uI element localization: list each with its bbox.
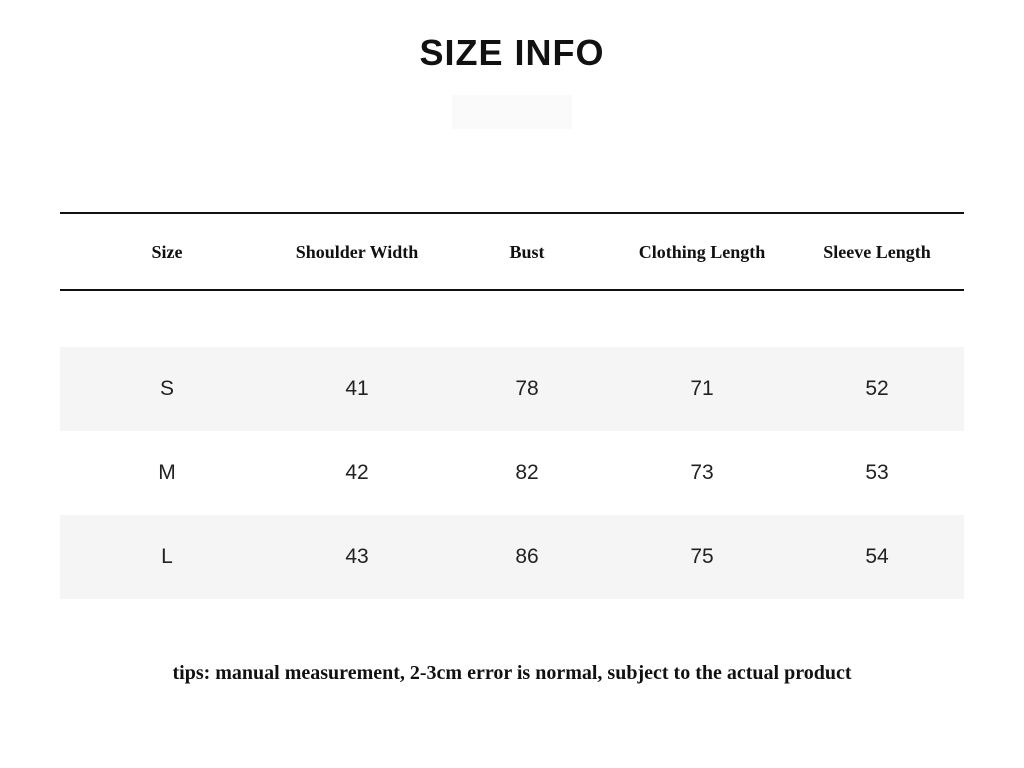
column-header-shoulder-width: Shoulder Width: [295, 242, 419, 262]
size-table: [60, 212, 964, 599]
cell-bust: 82: [515, 461, 539, 484]
column-header-size: Size: [151, 242, 183, 262]
cell-shoulder-width: 42: [345, 461, 369, 484]
column-header-clothing-length: Clothing Length: [638, 242, 766, 262]
size-table-body: [60, 290, 964, 599]
table-header-row: [60, 213, 964, 290]
cell-size: L: [60, 515, 274, 599]
cell-clothing-length: 75: [614, 515, 790, 599]
cell-shoulder-width: 43: [274, 515, 440, 599]
size-table-head: [60, 213, 964, 290]
table-row: [60, 347, 964, 431]
cell-bust: 86: [440, 515, 614, 599]
cell-clothing-length: 71: [614, 347, 790, 431]
measurement-tips: tips: manual measurement, 2-3cm error is normal, subject to the actual product: [172, 662, 852, 684]
cell-size: S: [60, 347, 274, 431]
column-header-sleeve-length: Sleeve Length: [823, 242, 931, 262]
page-title: SIZE INFO: [419, 32, 605, 73]
table-row: [60, 431, 964, 515]
table-row: [60, 515, 964, 599]
cell-clothing-length: 73: [690, 461, 714, 484]
cell-size: M: [158, 461, 176, 484]
column-header-bust: Bust: [509, 242, 545, 262]
cell-sleeve-length: 53: [865, 461, 889, 484]
size-table-container: [60, 212, 964, 599]
cell-sleeve-length: 52: [790, 347, 964, 431]
decorative-block: [452, 95, 572, 129]
cell-bust: 78: [440, 347, 614, 431]
cell-shoulder-width: 41: [274, 347, 440, 431]
table-spacer-row: [60, 290, 964, 347]
cell-sleeve-length: 54: [790, 515, 964, 599]
